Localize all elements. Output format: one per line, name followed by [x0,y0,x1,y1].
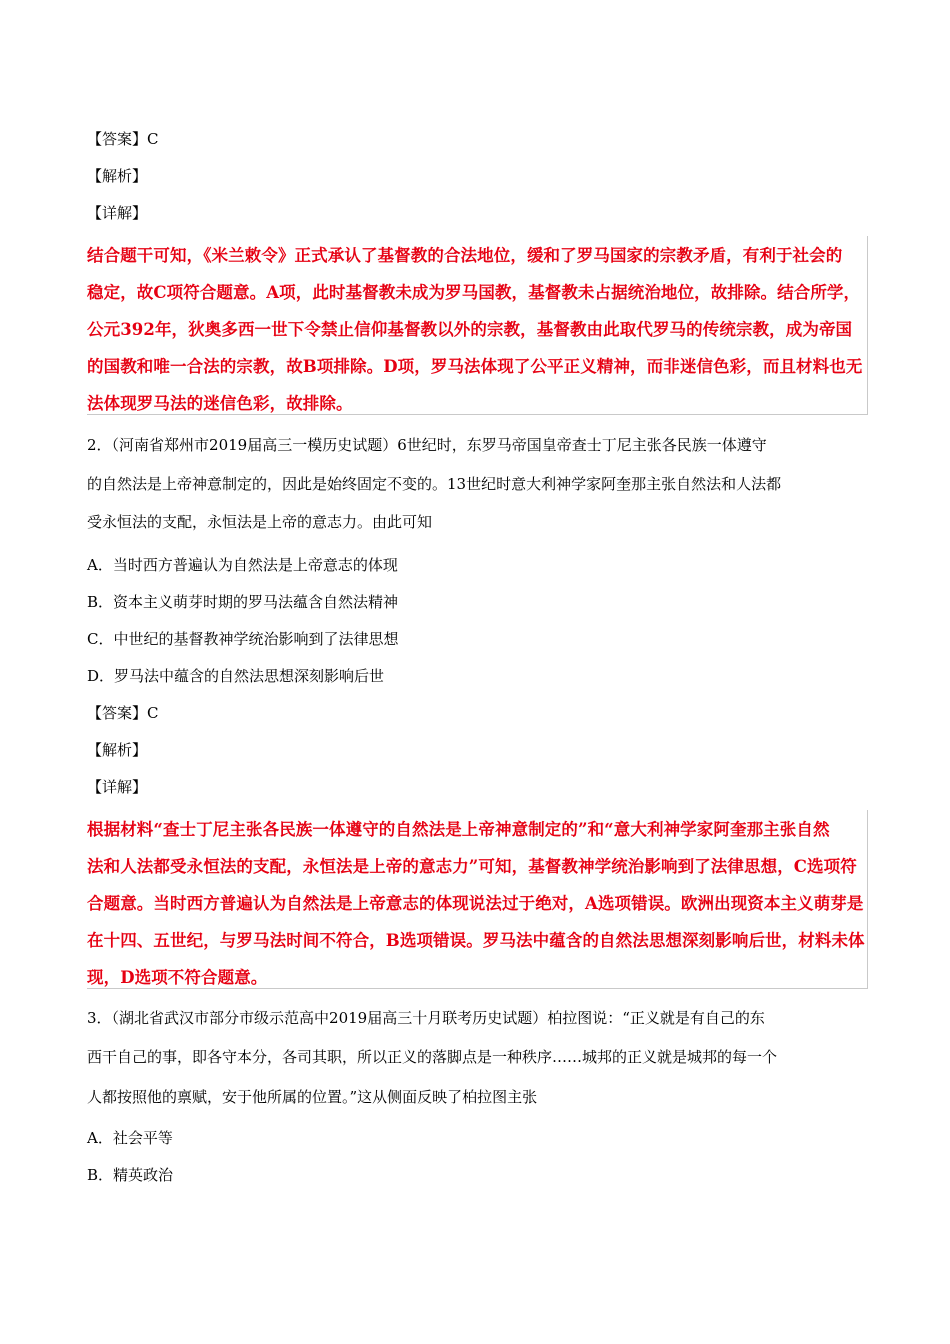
q2-stem-line: 2．（河南省郑州市2019届高三一模历史试题）6世纪时，东罗马帝国皇帝查士丁尼主张各民族一体遵守 [87,436,767,454]
q1-explanation-box [87,236,868,415]
q2-explanation-line: 根据材料“查士丁尼主张各民族一体遵守的自然法是上帝神意制定的”和“意大利神学家阿奎那主张自然 [87,820,830,839]
q1-explanation-line: 法体现罗马法的迷信色彩，故排除。 [87,394,353,413]
q2-stem-line: 的自然法是上帝神意制定的，因此是始终固定不变的。13世纪时意大利神学家阿奎那主张自然法和人法都 [87,475,782,493]
q2-option-b: B．资本主义萌芽时期的罗马法蕴含自然法精神 [87,593,399,611]
q2-analysis-label: 【解析】 [87,741,148,759]
q2-explanation-line: 现，D选项不符合题意。 [87,968,268,987]
q2-stem-line: 受永恒法的支配，永恒法是上帝的意志力。由此可知 [87,513,433,531]
q3-option-a: A．社会平等 [87,1129,173,1147]
q3-stem-line: 人都按照他的禀赋，安于他所属的位置。”这从侧面反映了柏拉图主张 [87,1088,538,1106]
q2-detail-label: 【详解】 [87,778,148,796]
q1-explanation-line: 结合题干可知，《米兰敕令》正式承认了基督教的合法地位，缓和了罗马国家的宗教矛盾，有利于社会的 [87,246,843,265]
q3-stem-line: 3．（湖北省武汉市部分市级示范高中2019届高三十月联考历史试题）柏拉图说：“正义就是有自己的东 [87,1009,765,1027]
q2-explanation-line: 法和人法都受永恒法的支配，永恒法是上帝的意志力”可知，基督教神学统治影响到了法律思想，C选项符 [87,857,857,876]
q3-stem-line: 西干自己的事，即各守本分，各司其职，所以正义的落脚点是一种秩序……城邦的正义就是城邦的每一个 [87,1048,778,1066]
q2-option-c: C．中世纪的基督教神学统治影响到了法律思想 [87,630,399,648]
q2-answer: 【答案】C [87,704,159,722]
q1-explanation-line: 稳定，故C项符合题意。A项，此时基督教未成为罗马国教，基督教未占据统治地位，故排除。结合所学， [87,283,861,302]
q2-explanation-line: 在十四、五世纪，与罗马法时间不符合，B选项错误。罗马法中蕴含的自然法思想深刻影响后世，材料未体 [87,931,865,950]
q2-option-d: D．罗马法中蕴含的自然法思想深刻影响后世 [87,667,385,685]
q1-explanation-line: 公元392年，狄奥多西一世下令禁止信仰基督教以外的宗教，基督教由此取代罗马的传统宗教，成为帝国 [87,320,853,339]
q2-option-a: A．当时西方普遍认为自然法是上帝意志的体现 [87,556,398,574]
q2-explanation-box [87,810,868,989]
q1-explanation-line: 的国教和唯一合法的宗教，故B项排除。D项，罗马法体现了公平正义精神，而非迷信色彩，而且材料也无 [87,357,863,376]
q1-analysis-label: 【解析】 [87,167,148,185]
q1-answer: 【答案】C [87,130,159,148]
q1-detail-label: 【详解】 [87,204,148,222]
q3-option-b: B．精英政治 [87,1166,174,1184]
q2-explanation-line: 合题意。当时西方普遍认为自然法是上帝意志的体现说法过于绝对，A选项错误。欧洲出现资本主义萌芽是 [87,894,864,913]
